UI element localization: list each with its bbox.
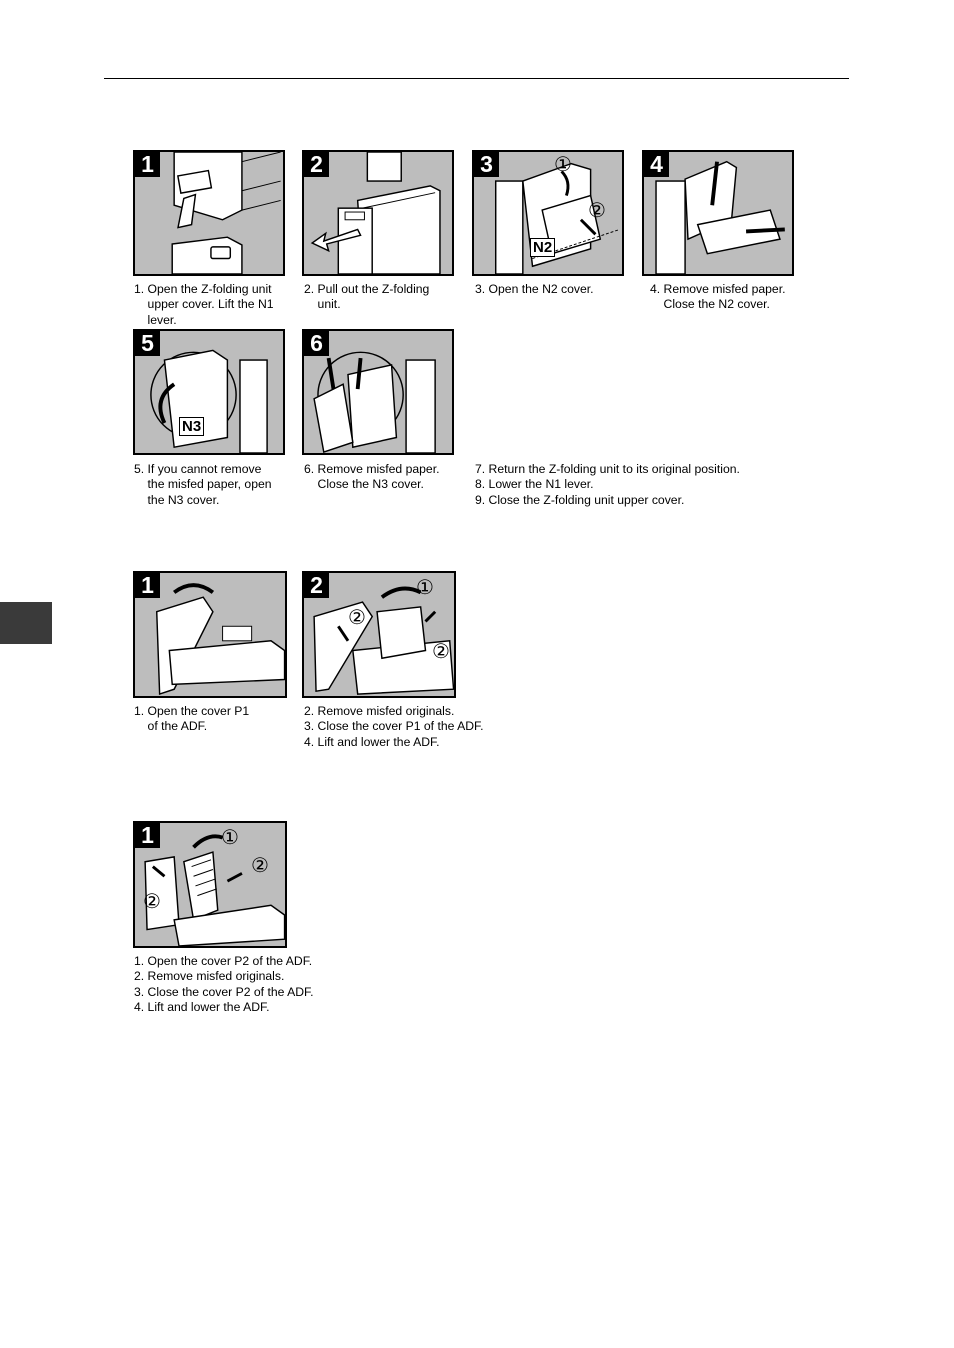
step-illustration-4 bbox=[642, 150, 794, 276]
step-illustration-3 bbox=[472, 150, 624, 276]
step-illustration-6 bbox=[302, 329, 454, 455]
callout-2a: ② bbox=[348, 607, 366, 629]
step-caption: 4. Remove misfed paper. Close the N2 cover. bbox=[650, 282, 786, 312]
step-number: 2 bbox=[304, 152, 329, 177]
callout-1: ① bbox=[416, 577, 434, 599]
step-caption: 2. Remove misfed originals. 3. Close the cover P1 of the ADF. 4. Lift and lower the ADF. bbox=[304, 704, 484, 749]
callout-2a: ② bbox=[251, 855, 269, 877]
callout-2: ② bbox=[588, 200, 606, 222]
callout-2b: ② bbox=[143, 891, 161, 913]
chapter-tab bbox=[0, 602, 52, 644]
step-caption: 1. Open the cover P1 of the ADF. bbox=[134, 704, 250, 734]
step-number: 6 bbox=[304, 331, 329, 356]
n3-label: N3 bbox=[179, 417, 204, 436]
step-number: 1 bbox=[135, 152, 160, 177]
step-caption: 3. Open the N2 cover. bbox=[475, 282, 594, 296]
step-number: 1 bbox=[135, 823, 160, 848]
header-rule bbox=[104, 78, 849, 79]
callout-1: ① bbox=[221, 827, 239, 849]
step-illustration-5 bbox=[133, 329, 285, 455]
step-number: 4 bbox=[644, 152, 669, 177]
step-number: 1 bbox=[135, 573, 160, 598]
adf-p1-illustration-2 bbox=[302, 571, 456, 698]
adf-p2-illustration-1 bbox=[133, 821, 287, 948]
step-illustration-1 bbox=[133, 150, 285, 276]
step-number: 2 bbox=[304, 573, 329, 598]
final-steps-caption: 7. Return the Z-folding unit to its original position. 8. Lower the N1 lever. 9. Close the Z-folding unit upper cover. bbox=[475, 462, 740, 507]
step-number: 5 bbox=[135, 331, 160, 356]
callout-1: ① bbox=[554, 154, 572, 176]
step-caption: 6. Remove misfed paper. Close the N3 cover. bbox=[304, 462, 440, 492]
step-caption: 2. Pull out the Z-folding unit. bbox=[304, 282, 430, 312]
callout-2b: ② bbox=[432, 641, 450, 663]
step-number: 3 bbox=[474, 152, 499, 177]
step-caption: 1. Open the cover P2 of the ADF. 2. Remove misfed originals. 3. Close the cover P2 of the ADF. 4. Lift and lower the ADF. bbox=[134, 954, 314, 1015]
step-illustration-2 bbox=[302, 150, 454, 276]
step-caption: 5. If you cannot remove the misfed paper, open the N3 cover. bbox=[134, 462, 272, 507]
step-caption: 1. Open the Z-folding unit upper cover. Lift the N1 lever. bbox=[134, 282, 274, 327]
n2-label: N2 bbox=[530, 238, 555, 257]
adf-p1-illustration-1 bbox=[133, 571, 287, 698]
